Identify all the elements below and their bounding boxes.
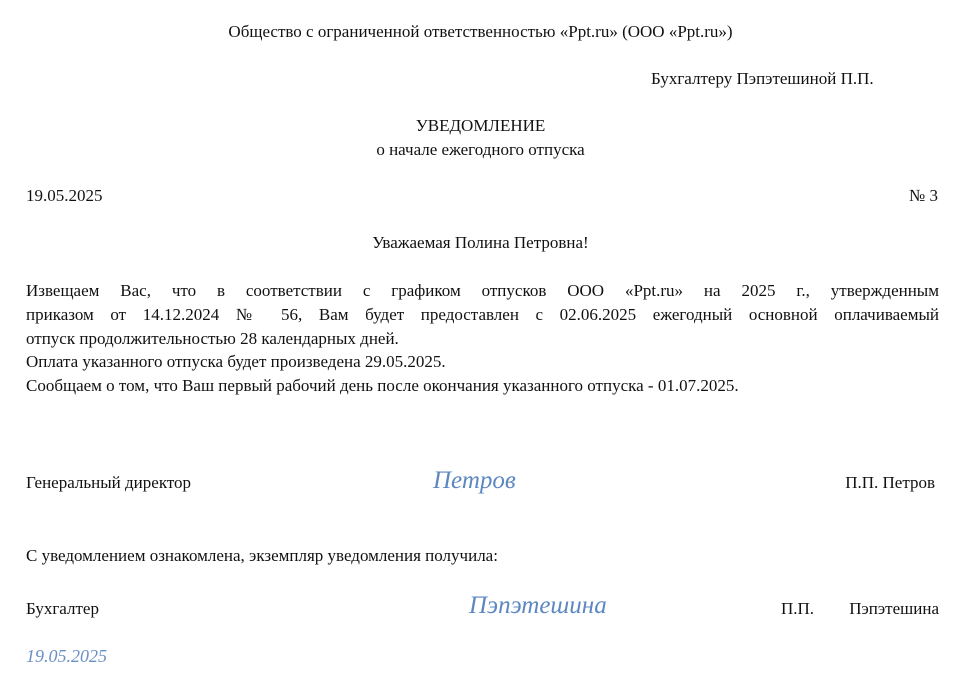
body-line-5: Сообщаем о том, что Ваш первый рабочий день после окончания указанного отпуска - 01.07.2025. — [26, 376, 739, 395]
accountant-surname: Пэпэтешина — [849, 599, 939, 618]
document-number: № 3 — [909, 186, 938, 205]
document-subtitle: о начале ежегодного отпуска — [376, 140, 585, 159]
addressee: Бухгалтеру Пэпэтешиной П.П. — [651, 69, 874, 88]
document-title: УВЕДОМЛЕНИЕ — [415, 116, 546, 135]
body-line-4: Оплата указанного отпуска будет произведена 29.05.2025. — [26, 352, 446, 371]
acknowledgement-text: С уведомлением ознакомлена, экземпляр уведомления получила: — [26, 546, 498, 565]
accountant-signature-date: 19.05.2025 — [26, 646, 107, 666]
accountant-signature: Пэпэтешина — [469, 592, 607, 619]
accountant-position: Бухгалтер — [26, 599, 99, 618]
director-signature: Петров — [433, 467, 516, 494]
director-name: П.П. Петров — [845, 473, 935, 492]
director-position: Генеральный директор — [26, 473, 192, 492]
organization-name: Общество с ограниченной ответственностью «Ppt.ru» (ООО «Ppt.ru») — [228, 22, 733, 41]
body-line-1: Извещаем Вас, что в соответствии с графиком отпусков ООО «Ppt.ru» на 2025 г., утвержденным — [26, 281, 939, 300]
body-line-2: приказом от 14.12.2024 № 56, Вам будет предоставлен с 02.06.2025 ежегодный основной оплачиваемый — [26, 305, 939, 324]
accountant-initials: П.П. — [781, 599, 815, 618]
body-line-3: отпуск продолжительностью 28 календарных дней. — [26, 329, 399, 348]
document-date: 19.05.2025 — [26, 186, 103, 205]
greeting: Уважаемая Полина Петровна! — [372, 233, 589, 252]
